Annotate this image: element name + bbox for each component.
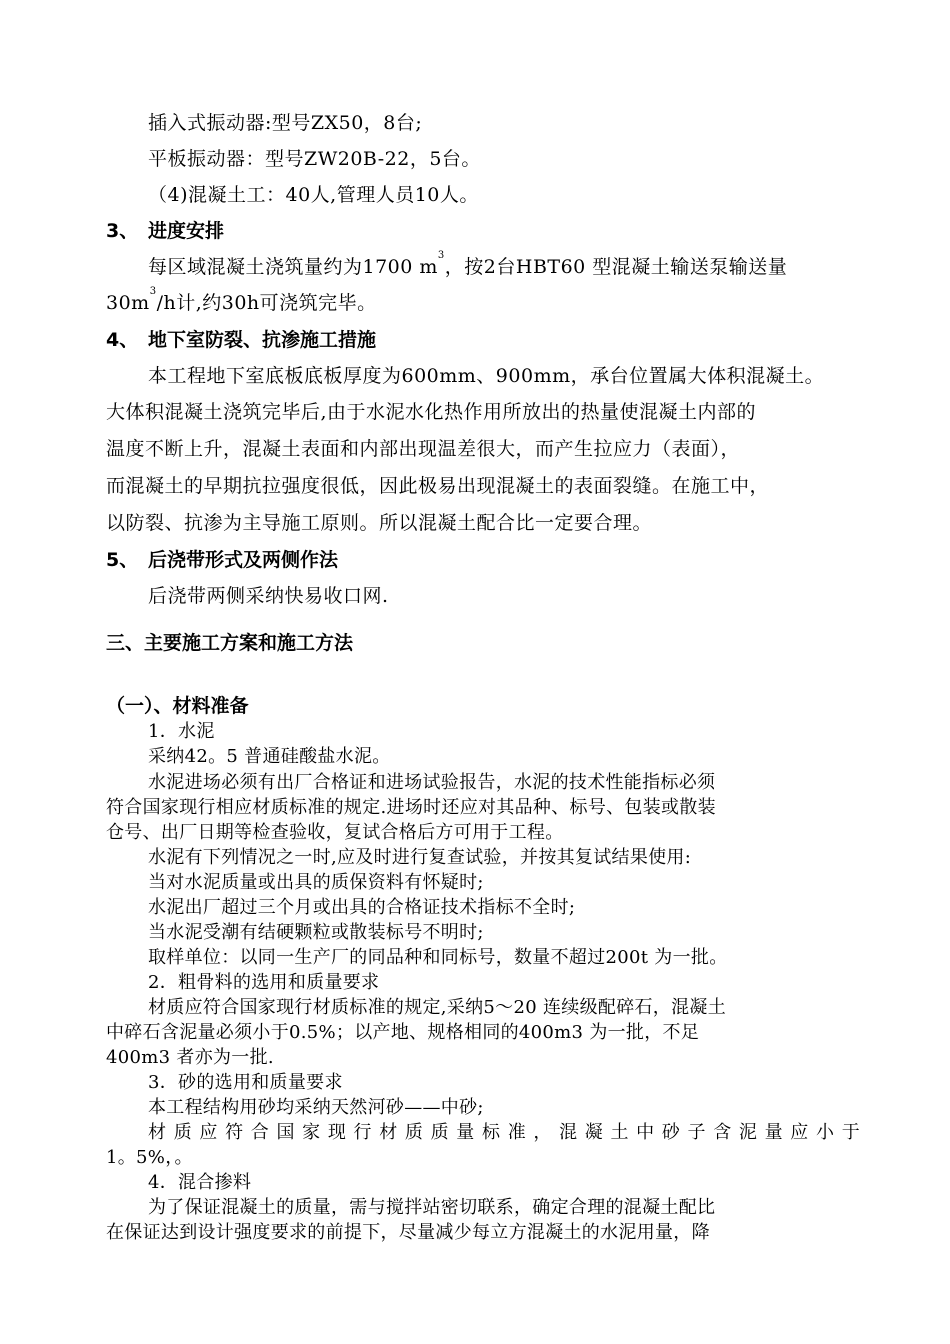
materials-line: 符合国家现行相应材质标准的规定.进场时还应对其品种、标号、包装或散装 [106,797,716,818]
materials-line: 1．水泥 [148,721,215,742]
materials-line: 水泥进场必须有出厂合格证和进场试验报告，水泥的技术性能指标必须 [148,772,716,793]
section-4-line: 本工程地下室底板底板厚度为600mm、900mm，承台位置属大体积混凝土。 [148,365,825,387]
section-4-line: 而混凝土的早期抗拉强度很低，因此极易出现混凝土的表面裂缝。在施工中， [106,475,770,497]
text-segment: ，按2台HBT60 型混凝土输送泵输送量 [444,256,788,278]
materials-line: 当水泥受潮有结硬颗粒或散装标号不明时; [148,922,484,943]
section-4-line: 以防裂、抗渗为主导施工原则。所以混凝土配合比一定要合理。 [106,512,653,534]
materials-line: 仓号、出厂日期等检查验收，复试合格后方可用于工程。 [106,822,564,843]
materials-title: （一）、材料准备 [106,695,249,717]
text-segment: 30m [106,292,150,314]
superscript: 3 [149,286,157,297]
plate-vibrator-line: 平板振动器：型号ZW20B-22，5台。 [148,148,481,170]
section-title: 进度安排 [148,220,225,242]
materials-line: 1。5%，。 [106,1147,193,1168]
text-segment: /h计,约30h可浇筑完毕。 [156,292,377,314]
materials-line: 2．粗骨料的选用和质量要求 [148,972,380,993]
section-5-text: 后浇带两侧采纳快易收口网. [148,585,389,607]
materials-line: 材质应符合国家现行材质质量标准，混凝土中砂子含泥量应小于 [148,1122,860,1143]
section-5-heading [106,545,338,572]
section-number: 5、 [106,549,139,571]
materials-line: 在保证达到设计强度要求的前提下，尽量减少每立方混凝土的水泥用量，降 [106,1222,710,1243]
materials-line: 水泥有下列情况之一时,应及时进行复查试验，并按其复试结果使用: [148,847,692,868]
materials-line: 3．砂的选用和质量要求 [148,1072,343,1093]
section-number: 3、 [106,220,139,242]
superscript: 3 [437,250,445,261]
materials-line: 材质应符合国家现行材质标准的规定,采纳5～20 连续级配碎石，混凝土 [148,997,726,1018]
section-4-line: 温度不断上升，混凝土表面和内部出现温差很大，而产生拉应力（表面）， [106,438,741,460]
materials-line: 取样单位：以同一生产厂的同品种和同标号，数量不超过200t 为一批。 [148,947,728,968]
materials-line: 为了保证混凝土的质量，需与搅拌站密切联系，确定合理的混凝土配比 [148,1197,716,1218]
materials-line: 采纳42。5 普通硅酸盐水泥。 [148,746,391,767]
section-3-line-1 [148,252,787,279]
section-number: 4、 [106,329,139,351]
section-3-line-2 [106,288,377,315]
materials-line: 中碎石含泥量必须小于0.5%；以产地、规格相同的400m3 为一批，不足 [106,1022,700,1043]
materials-line: 4．混合掺料 [148,1172,252,1193]
materials-line: 当对水泥质量或出具的质保资料有怀疑时; [148,872,484,893]
materials-line: 本工程结构用砂均采纳天然河砂——中砂; [148,1097,484,1118]
section-4-line: 大体积混凝土浇筑完毕后,由于水泥水化热作用所放出的热量使混凝土内部的 [106,401,757,423]
materials-line: 水泥出厂超过三个月或出具的合格证技术指标不全时; [148,897,576,918]
section-title: 后浇带形式及两侧作法 [148,549,339,571]
materials-line: 400m3 者亦为一批. [106,1047,274,1068]
workers-line: （4)混凝土工：40人,管理人员10人。 [148,184,479,206]
chapter-3-title: 三、主要施工方案和施工方法 [106,632,354,654]
insert-vibrator-line: 插入式振动器:型号ZX50，8台; [148,112,423,134]
section-3-heading [106,216,224,243]
section-4-heading [106,325,376,352]
section-title: 地下室防裂、抗渗施工措施 [148,329,377,351]
text-segment: 每区域混凝土浇筑量约为1700 m [148,256,438,278]
